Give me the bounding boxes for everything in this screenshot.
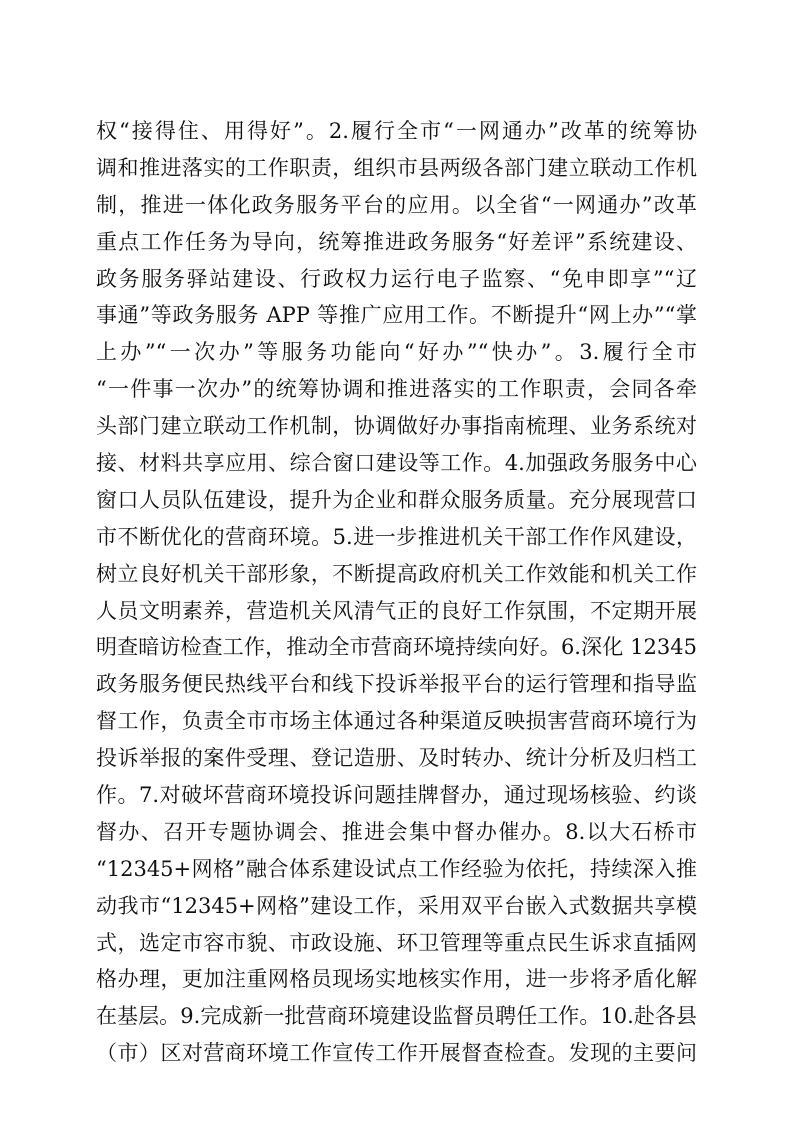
text-line: 政务服务便民热线平台和线下投诉举报平台的运行管理和指导监 <box>96 672 697 697</box>
text-line: （市）区对营商环境工作宣传工作开展督查检查。发现的主要问 <box>96 1041 697 1066</box>
text-line: 上办”“一次办”等服务功能向“好办”“快办”。3.履行全市 <box>96 340 697 365</box>
text-line: 树立良好机关干部形象，不断提高政府机关工作效能和机关工作 <box>96 561 697 586</box>
text-line: 督工作，负责全市市场主体通过各种渠道反映损害营商环境行为 <box>96 709 697 734</box>
text-line: “12345+网格”融合体系建设试点工作经验为依托，持续深入推 <box>96 856 697 881</box>
text-line: 督办、召开专题协调会、推进会集中督办催办。8.以大石桥市 <box>96 819 697 844</box>
text-line: 市不断优化的营商环境。5.进一步推进机关干部工作作风建设， <box>96 524 697 549</box>
text-line: 格办理，更加注重网格员现场实地核实作用，进一步将矛盾化解 <box>96 967 697 992</box>
text-line: 作。7.对破坏营商环境投诉问题挂牌督办，通过现场核验、约谈 <box>96 783 697 808</box>
text-line: 投诉举报的案件受理、登记造册、及时转办、统计分析及归档工 <box>96 746 697 771</box>
text-line: 窗口人员队伍建设，提升为企业和群众服务质量。充分展现营口 <box>96 487 697 512</box>
text-line: 重点工作任务为导向，统筹推进政务服务“好差评”系统建设、 <box>96 229 697 254</box>
body-text <box>96 113 697 1072</box>
text-line: 动我市“12345+网格”建设工作，采用双平台嵌入式数据共享模 <box>96 893 697 918</box>
text-line: “一件事一次办”的统筹协调和推进落实的工作职责，会同各牵 <box>96 377 697 402</box>
text-line: 人员文明素养，营造机关风清气正的良好工作氛围，不定期开展 <box>96 598 697 623</box>
text-line: 权“接得住、用得好”。2.履行全市“一网通办”改革的统筹协 <box>96 119 697 143</box>
text-line: 政务服务驿站建设、行政权力运行电子监察、“免申即享”“辽 <box>96 266 697 291</box>
text-line: 调和推进落实的工作职责，组织市县两级各部门建立联动工作机 <box>96 155 697 180</box>
text-line: 事通”等政务服务 APP 等推广应用工作。不断提升“网上办”“掌 <box>96 303 697 328</box>
text-line: 在基层。9.完成新一批营商环境建设监督员聘任工作。10.赴各县 <box>96 1004 697 1029</box>
text-line: 明查暗访检查工作，推动全市营商环境持续向好。6.深化 12345 <box>96 635 697 660</box>
text-line: 制，推进一体化政务服务平台的应用。以全省“一网通办”改革 <box>96 192 697 217</box>
text-line: 式，选定市容市貌、市政设施、环卫管理等重点民生诉求直插网 <box>96 930 697 955</box>
text-line: 接、材料共享应用、综合窗口建设等工作。4.加强政务服务中心 <box>96 451 697 476</box>
text-line: 头部门建立联动工作机制，协调做好办事指南梳理、业务系统对 <box>96 414 697 439</box>
